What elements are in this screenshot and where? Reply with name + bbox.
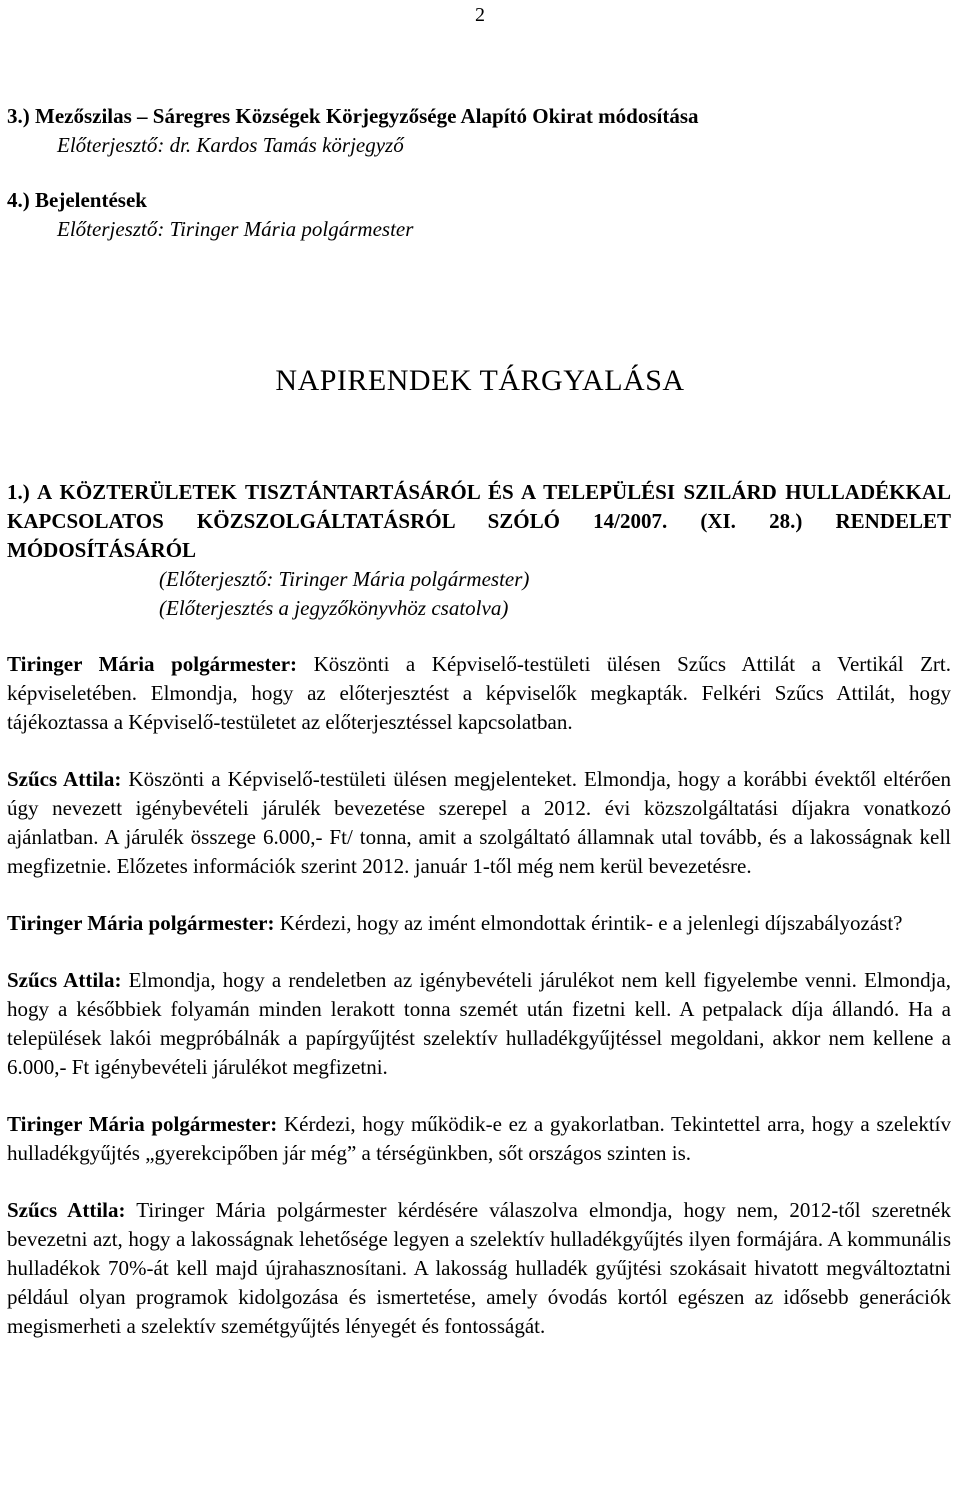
minutes-paragraph: [7, 650, 951, 737]
agenda-item-title: 3.) Mezőszilas – Sáregres Községek Körjegyzősége Alapító Okirat módosítása: [7, 104, 699, 128]
speech-text: Kérdezi, hogy az imént elmondottak érintik- e a jelenlegi díjszabályozást?: [279, 911, 903, 935]
speaker-name: Tiringer Mária polgármester:: [7, 652, 298, 676]
minutes-body: [7, 650, 951, 1369]
minutes-paragraph: [7, 909, 951, 938]
agenda-list: [7, 102, 951, 270]
item-1-title: 1.) A KÖZTERÜLETEK TISZTÁNTARTÁSÁRÓL ÉS A TELEPÜLÉSI SZILÁRD HULLADÉKKAL KAPCSOLATOS KÖZSZOLGÁLTATÁSRÓL SZÓLÓ 14/2007. (XI. 28.) RENDELET MÓDOSÍTÁSÁRÓL: [7, 480, 951, 562]
speaker-name: Szűcs Attila:: [7, 968, 122, 992]
page-number: 2: [475, 4, 485, 26]
speech-text: Köszönti a Képviselő-testületi ülésen megjelenteket. Elmondja, hogy a korábbi évektől eltérően úgy nevezett igénybevételi járulék bevezetése szerepel a 2012. évi közszolgáltatási díjakra vonatkozó ajánlatban. A járulék összege 6.000,- Ft/ tonna, amit a szolgáltató államnak utal tovább, és a lakosságnak kell megfizetnie. Előzetes információk szerint 2012. január 1-től még nem kerül bevezetésre.: [7, 767, 952, 878]
agenda-item-presenter: Előterjesztő: dr. Kardos Tamás körjegyző: [57, 133, 404, 157]
agenda-item-title: 4.) Bejelentések: [7, 188, 147, 212]
agenda-item-1-block: [7, 478, 951, 623]
section-heading: NAPIRENDEK TÁRGYALÁSA: [275, 364, 685, 397]
item-1-attachment-note: (Előterjesztés a jegyzőkönyvhöz csatolva): [159, 596, 509, 620]
speech-text: Kérdezi, hogy működik-e ez a gyakorlatban. Tekintettel arra, hogy a szelektív hulladékgyűjtés „gyerekcipőben jár még” a térségünkben, sőt országos szinten is.: [7, 1112, 951, 1165]
speaker-name: Tiringer Mária polgármester:: [7, 911, 275, 935]
agenda-item-presenter: Előterjesztő: Tiringer Mária polgármester: [57, 217, 414, 241]
speaker-name: Szűcs Attila:: [7, 1198, 126, 1222]
minutes-paragraph: [7, 1110, 951, 1168]
speaker-name: Szűcs Attila:: [7, 767, 122, 791]
minutes-paragraph: [7, 1196, 951, 1341]
speech-text: Tiringer Mária polgármester kérdésére válaszolva elmondja, hogy nem, 2012-től szeretnék bevezetni azt, hogy a lakosságnak lehetősége legyen a szelektív hulladékgyűjtés ilyen formájára. A kommunális hulladékok 70%-át kell majd újrahasznosítani. A lakosság hulladék gyűjtési szokásait hivatott megváltoztatni például olyan programok kidolgozása és ismertetése, amely óvodás kortól egészen az idősebb generációk megismerheti a szelektív szemétgyűjtés lényegét és fontosságát.: [7, 1198, 951, 1338]
item-1-presenter-note: (Előterjesztő: Tiringer Mária polgármester): [159, 567, 530, 591]
agenda-item: [7, 102, 951, 160]
minutes-paragraph: [7, 966, 951, 1082]
speech-text: Köszönti a Képviselő-testületi ülésen Szűcs Attilát a Vertikál Zrt. képviseletében. Elmondja, hogy az előterjesztést a képviselők megkapták. Felkéri Szűcs Attilát, hogy tájékoztassa a Képviselő-testületet az előterjesztéssel kapcsolatban.: [7, 652, 952, 734]
agenda-item: [7, 186, 951, 244]
minutes-paragraph: [7, 765, 951, 881]
speaker-name: Tiringer Mária polgármester:: [7, 1112, 278, 1136]
speech-text: Elmondja, hogy a rendeletben az igénybevételi járulékot nem kell figyelembe venni. Elmondja, hogy a későbbiek folyamán minden lerakott tonna szemét után fizetni kell. A petpalack díja állandó. Ha a települések lakói megpróbálnák a papírgyűjtést szelektív hulladékgyűjtéssel megoldani, akkor nem kellene a 6.000,- Ft igénybevételi járulékot megfizetni.: [7, 968, 952, 1079]
